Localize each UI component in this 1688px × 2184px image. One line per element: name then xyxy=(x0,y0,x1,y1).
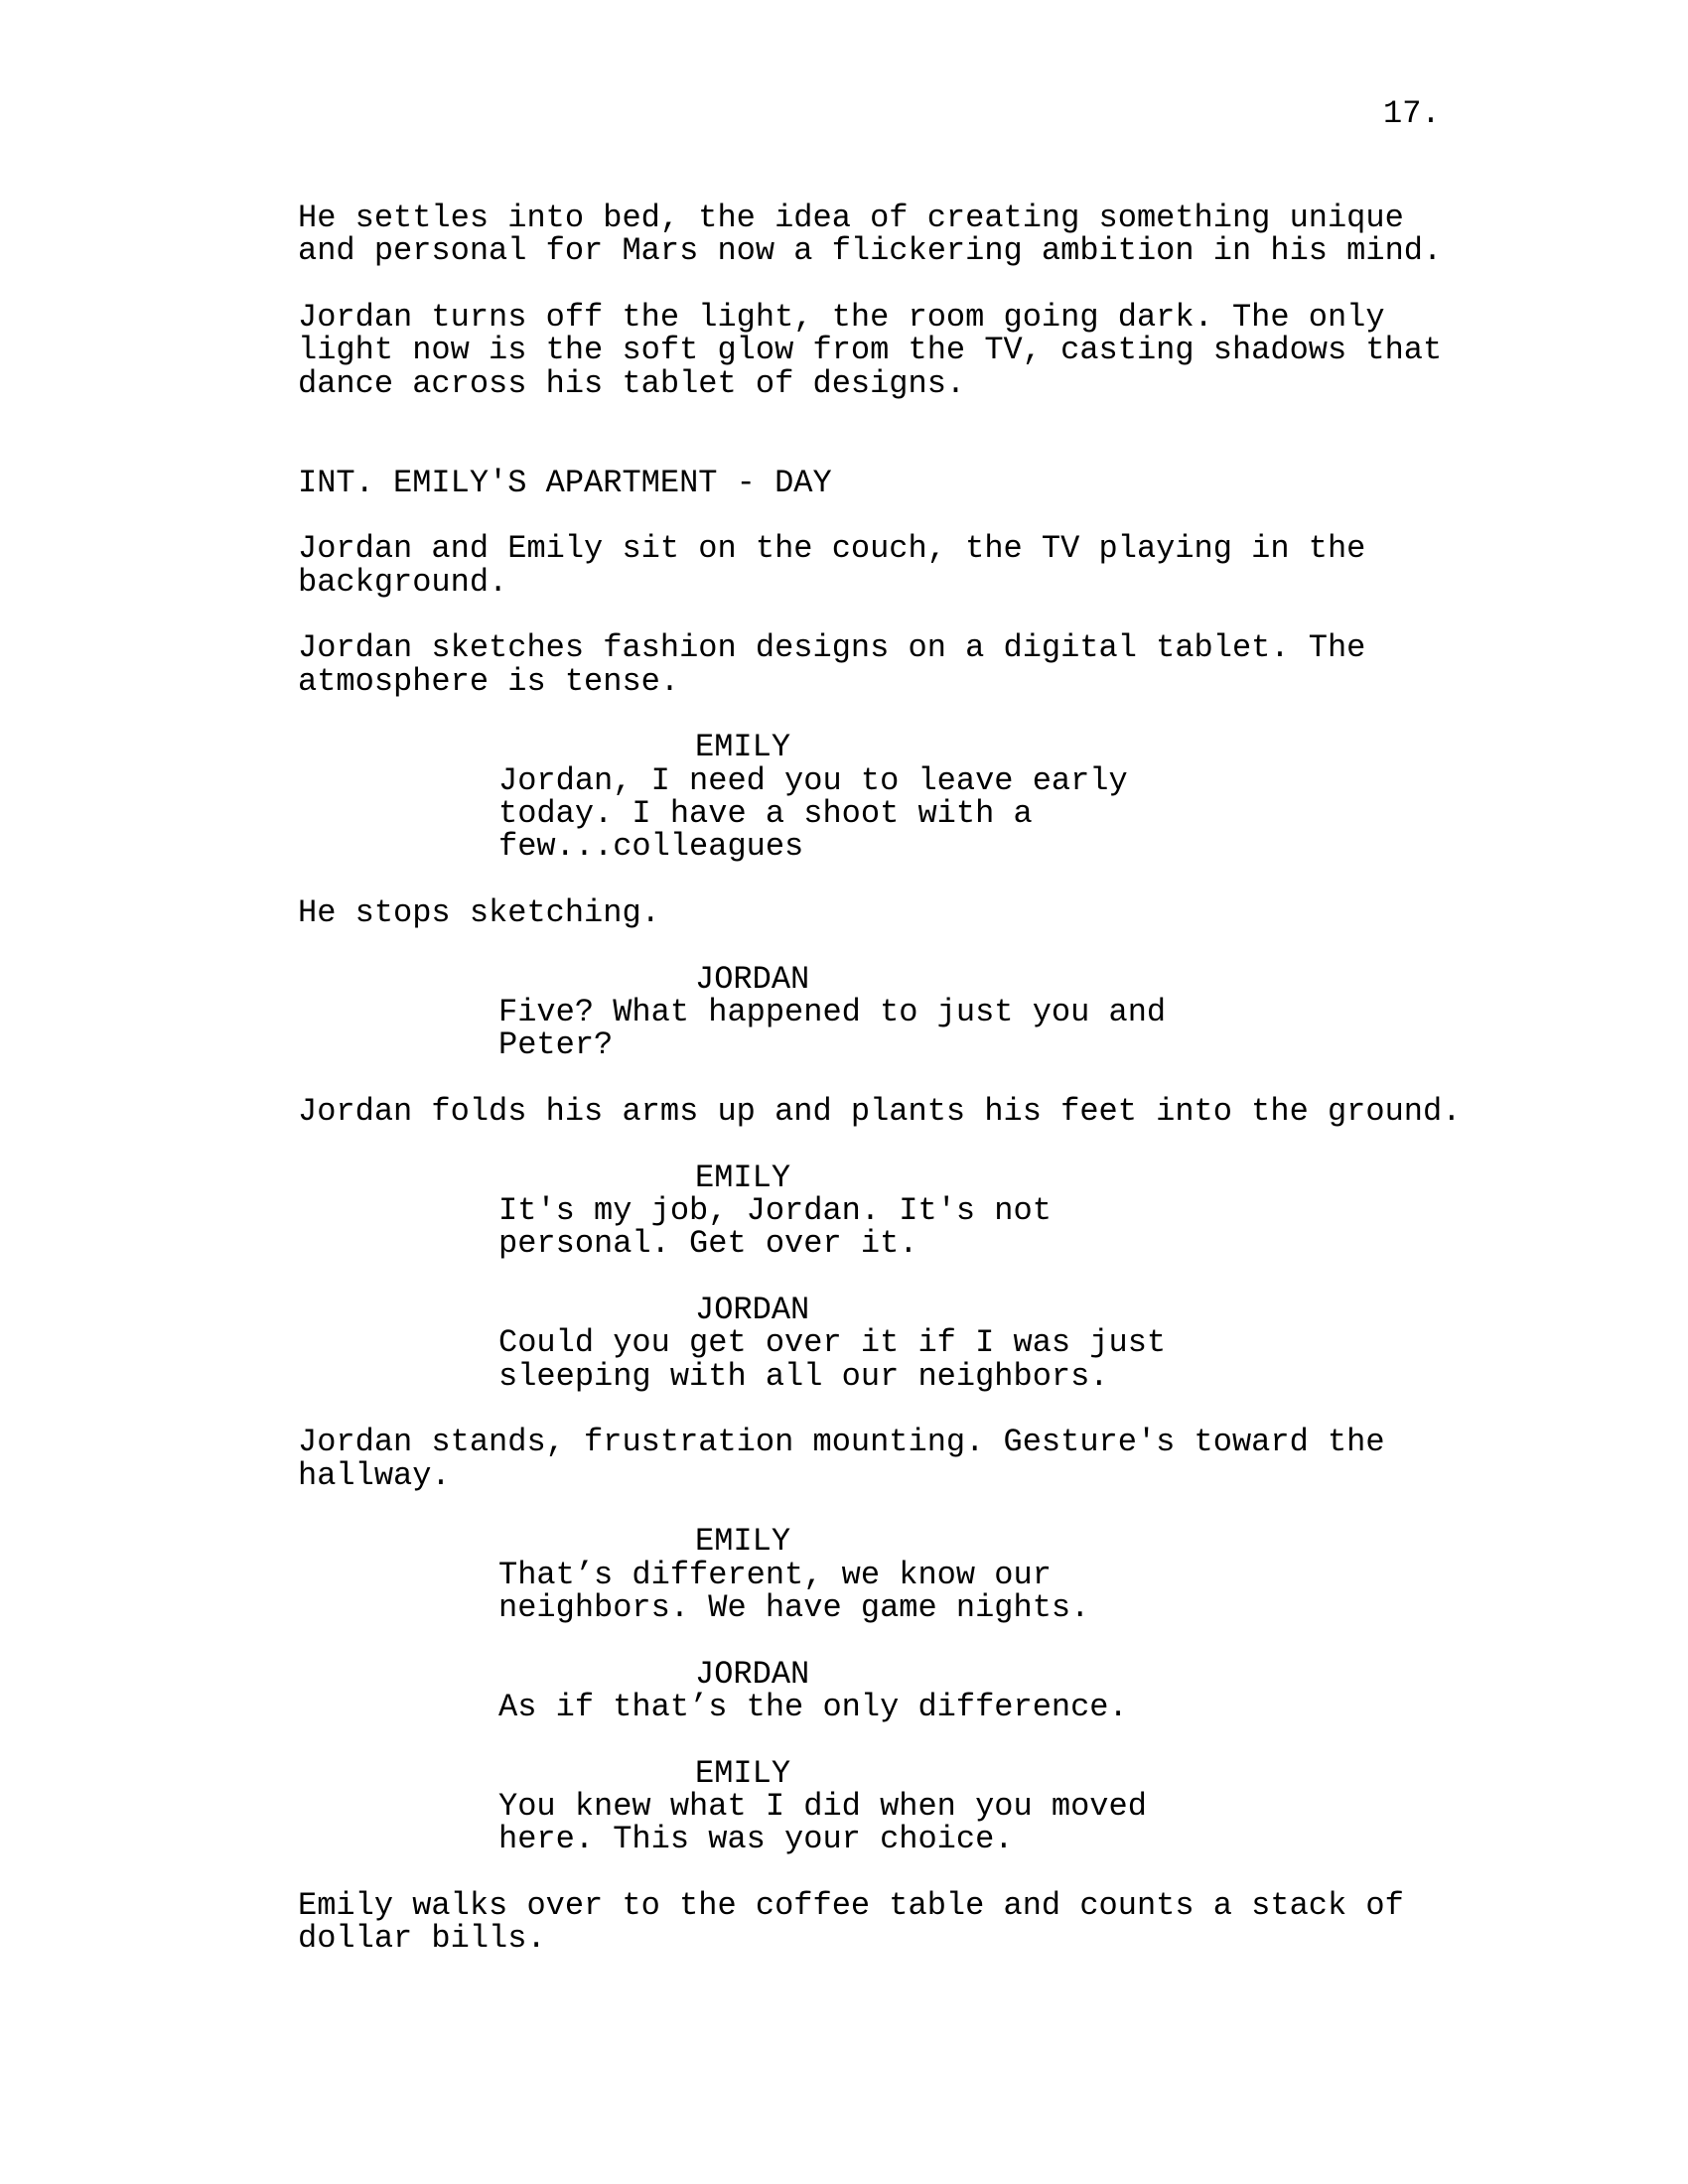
dialogue-block xyxy=(498,996,1166,1062)
action-line: Jordan folds his arms up and plants his feet into the ground. xyxy=(298,1093,1462,1130)
character-name xyxy=(695,729,791,766)
dialogue-line: personal. Get over it. xyxy=(498,1225,918,1263)
dialogue-line: here. This was your choice. xyxy=(498,1821,1014,1858)
dialogue-block xyxy=(498,1194,1052,1261)
action-block xyxy=(298,1426,1385,1492)
character-name xyxy=(695,1523,791,1561)
action-block xyxy=(298,1095,1461,1128)
action-line: dance across his tablet of designs. xyxy=(298,364,966,402)
action-line: light now is the soft glow from the TV, casting shadows that xyxy=(298,332,1443,369)
dialogue-block xyxy=(498,1556,1090,1627)
dialogue-line: It's my job, Jordan. It's not xyxy=(498,1192,1052,1229)
character-name-line: JORDAN xyxy=(695,1655,810,1693)
dialogue-block xyxy=(498,761,1128,866)
dialogue-line: today. I have a shoot with a xyxy=(498,795,1033,833)
action-block xyxy=(298,301,1442,400)
character-name xyxy=(695,1754,791,1792)
dialogue-line: neighbors. We have game nights. xyxy=(498,1589,1090,1627)
dialogue-block xyxy=(498,1326,1166,1393)
dialogue-line: sleeping with all our neighbors. xyxy=(498,1357,1109,1395)
dialogue-line: Could you get over it if I was just xyxy=(498,1324,1167,1362)
action-line: dollar bills. xyxy=(298,1920,546,1958)
scene-heading xyxy=(298,464,832,501)
character-name xyxy=(695,960,810,998)
character-name-line: EMILY xyxy=(695,1754,791,1792)
action-block xyxy=(298,1889,1404,1956)
action-line: He stops sketching. xyxy=(298,894,660,931)
action-block xyxy=(298,896,660,929)
action-line: Jordan and Emily sit on the couch, the TV playing in the xyxy=(298,530,1366,568)
action-line: and personal for Mars now a flickering ambition in his mind. xyxy=(298,232,1443,270)
scene-heading-line: INT. EMILY'S APARTMENT - DAY xyxy=(298,464,832,501)
character-name xyxy=(695,1294,809,1326)
dialogue-line: That’s different, we know our xyxy=(498,1556,1052,1593)
character-name-line: EMILY xyxy=(695,1523,791,1561)
dialogue-line: few...colleagues xyxy=(498,828,804,866)
action-block xyxy=(298,532,1365,599)
action-line: background. xyxy=(298,563,508,601)
action-line: Jordan stands, frustration mounting. Gesture's toward the xyxy=(298,1424,1385,1461)
character-name-line: EMILY xyxy=(695,729,791,766)
dialogue-line: Jordan, I need you to leave early xyxy=(498,761,1128,799)
character-name-line: JORDAN xyxy=(695,960,810,998)
character-name xyxy=(695,1161,790,1194)
action-line: Jordan turns off the light, the room going dark. The only xyxy=(298,299,1385,336)
character-name-line: JORDAN xyxy=(695,1292,810,1328)
dialogue-line: As if that’s the only difference. xyxy=(498,1689,1128,1725)
page-number: 17. xyxy=(1383,95,1441,132)
dialogue-line: You knew what I did when you moved xyxy=(498,1788,1147,1825)
action-line: hallway. xyxy=(298,1456,451,1494)
dialogue-block xyxy=(498,1691,1128,1723)
action-line: atmosphere is tense. xyxy=(298,662,680,700)
character-name-line: EMILY xyxy=(695,1159,791,1196)
character-name xyxy=(695,1655,810,1693)
dialogue-block xyxy=(498,1790,1147,1856)
action-line: Jordan sketches fashion designs on a digital tablet. The xyxy=(298,629,1366,667)
dialogue-line: Five? What happened to just you and xyxy=(498,994,1167,1030)
action-block xyxy=(298,202,1442,268)
dialogue-line: Peter? xyxy=(498,1026,614,1064)
action-block xyxy=(298,631,1365,698)
action-line: Emily walks over to the coffee table and counts a stack of xyxy=(298,1887,1404,1924)
action-line: He settles into bed, the idea of creating something unique xyxy=(298,200,1404,236)
